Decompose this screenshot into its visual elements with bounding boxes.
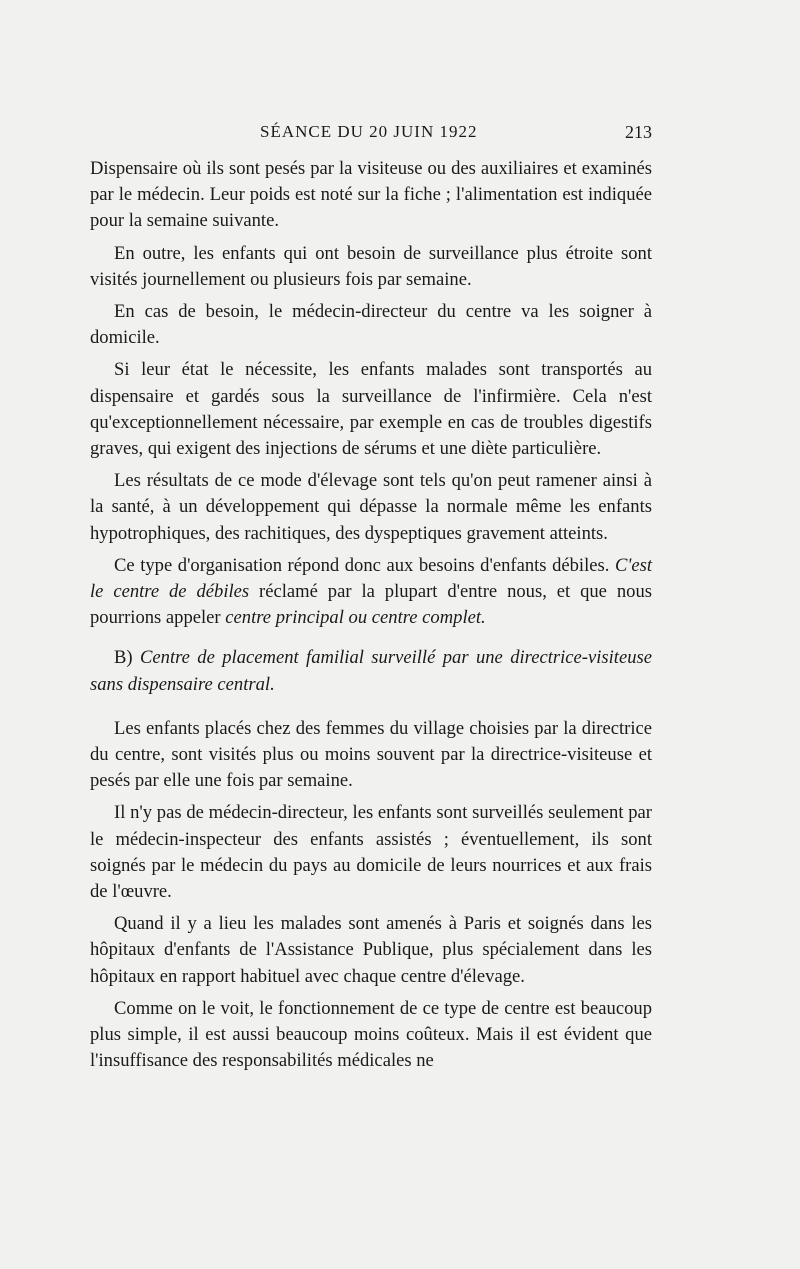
paragraph: Les résultats de ce mode d'élevage sont tels qu'on peut ramener ainsi à la santé, à un développement qui dépasse la normale même les enfants hypotrophiques, des rachitiques, des dyspeptiques gravement atteints.: [90, 470, 652, 544]
paragraph: [90, 553, 652, 632]
paragraph: Comme on le voit, le fonctionnement de ce type de centre est beaucoup plus simple, il est aussi beaucoup moins coûteux. Mais il est évident que l'insuffisance des responsabilités médicales ne: [90, 997, 652, 1072]
page-number: 213: [625, 122, 652, 142]
paragraph-text: réclamé par la plupart d'entre nous, et que nous pourrions appeler: [90, 581, 652, 629]
paragraph-text: Ce type d'organisation répond donc aux besoins d'enfants débiles.: [114, 554, 615, 576]
section-heading: [90, 645, 652, 697]
page-header: [90, 122, 652, 148]
paragraph: En cas de besoin, le médecin-directeur du centre va les soigner à domicile.: [90, 301, 652, 349]
emphasis-text: C'est le centre de débiles: [90, 554, 652, 603]
section-label: B): [114, 647, 140, 669]
emphasis-text: centre principal ou centre complet.: [225, 607, 486, 629]
body-text: [90, 156, 652, 1081]
paragraph: Si leur état le nécessite, les enfants malades sont transportés au dispensaire et gardés sous la surveillance de l'infirmière. Cela n'est qu'exceptionnellement nécessaire, par exemple en cas de troubles digestifs graves, qui exigent des injections de sérums et une diète particulière.: [90, 359, 652, 460]
paragraph: Quand il y a lieu les malades sont amenés à Paris et soignés dans les hôpitaux d'enfants de l'Assistance Publique, plus spécialement dans les hôpitaux en rapport habituel avec chaque centre d'élevage.: [90, 913, 652, 987]
paragraph: Les enfants placés chez des femmes du village choisies par la directrice du centre, sont visités plus ou moins souvent par la directrice-visiteuse et pesés par elle une fois par semaine.: [90, 717, 652, 792]
section-title: Centre de placement familial surveillé par une directrice-visiteuse sans dispensaire central.: [90, 647, 652, 695]
paragraph: En outre, les enfants qui ont besoin de surveillance plus étroite sont visités journellement ou plusieurs fois par semaine.: [90, 242, 652, 290]
paragraph: Dispensaire où ils sont pesés par la visiteuse ou des auxiliaires et examinés par le médecin. Leur poids est noté sur la fiche ; l'alimentation est indiquée pour la semaine suivante.: [90, 158, 652, 232]
paragraph: Il n'y pas de médecin-directeur, les enfants sont surveillés seulement par le médecin-inspecteur des enfants assistés ; éventuellement, ils sont soignés par le médecin du pays au domicile de leurs nourrices et aux frais de l'œuvre.: [90, 802, 652, 903]
running-title: SÉANCE DU 20 JUIN 1922: [260, 122, 478, 141]
